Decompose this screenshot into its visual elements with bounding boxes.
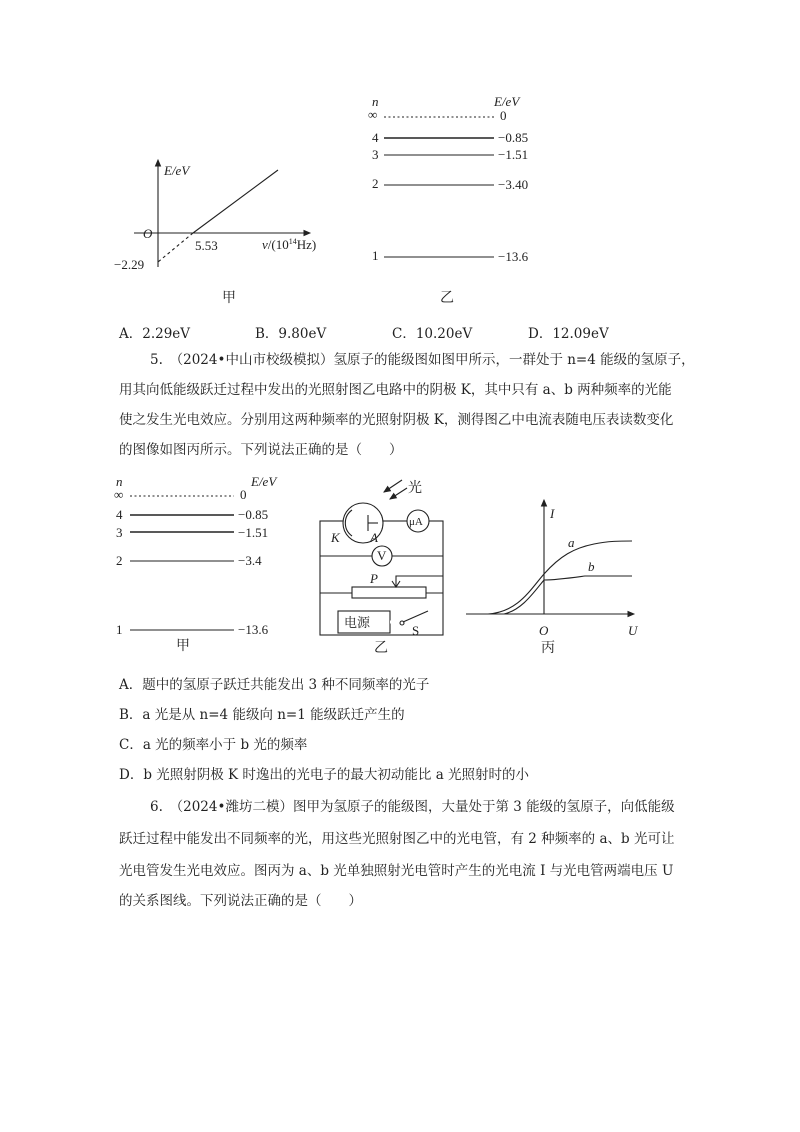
level-n-3: 3 (372, 147, 379, 162)
q5-option-c[interactable]: C．a 光的频率小于 b 光的频率 (119, 737, 308, 753)
curve-a-label: a (568, 535, 575, 550)
q5-option-a[interactable]: A．题中的氢原子跃迁共能发出 3 种不同频率的光子 (119, 677, 430, 693)
figure-caption-jia: 甲 (176, 639, 190, 654)
light-ray-1 (390, 488, 407, 499)
level-e-1: −13.6 (498, 249, 529, 264)
rheostat-slider-wire (396, 576, 443, 587)
level-n-4: 4 (116, 507, 123, 522)
energy-line-extension (158, 233, 193, 262)
level-e-3: −1.51 (498, 147, 529, 162)
anode-label: A (370, 530, 378, 545)
figure-caption-yi: 乙 (374, 641, 388, 656)
n-header: n (116, 474, 123, 489)
cathode-label: K (331, 530, 340, 545)
level-n-1: 1 (116, 622, 123, 637)
q5-stem-line-4: 的图像如图丙所示。下列说法正确的是（ ） (119, 442, 403, 458)
switch-label: S (412, 623, 420, 638)
q6-stem-line-1: 6. （2024•潍坊二模）图甲为氢原子的能级图，大量处于第 3 能级的氢原子，向低能级 (150, 799, 675, 815)
x-intercept-label: 5.53 (195, 238, 218, 253)
energy-line (193, 170, 278, 233)
level-e-4: −0.85 (498, 130, 529, 145)
slider-label: P (370, 571, 378, 586)
figure-caption-yi: 乙 (440, 291, 454, 306)
y-axis-label: E/eV (164, 163, 190, 178)
energy-levels-top (368, 94, 529, 306)
curve-b-label: b (588, 559, 595, 574)
e-header: E/eV (251, 474, 277, 489)
q5-stem-line-2: 用其向低能级跃迁过程中发出的光照射图乙电路中的阴极 K，其中只有 a、b 两种频率的光能 (119, 382, 672, 398)
power-label: 电源 (344, 615, 371, 630)
level-e-2: −3.4 (238, 553, 262, 568)
n-header: n (372, 94, 379, 109)
q4-option-c[interactable]: C．10.20eV (392, 326, 473, 342)
curve-b (504, 576, 632, 614)
q5-stem-line-1: 5. （2024•中山市校级模拟）氢原子的能级图如图甲所示，一群处于 n=4 能级的氢原子， (150, 352, 695, 368)
level-n-4: 4 (372, 130, 379, 145)
x-axis-label: U (628, 623, 638, 638)
level-n-2: 2 (116, 553, 123, 568)
level-n-inf: ∞ (114, 487, 124, 502)
iu-graph-labels (539, 506, 639, 656)
q5-stem-line-3: 使之发生光电效应。分别用这两种频率的光照射阴极 K，测得图乙中电流表随电压表读数变化 (119, 412, 674, 428)
q6-stem-line-2: 跃迁过程中能发出不同频率的光，用这些光照射图乙中的光电管，有 2 种频率的 a、b 光可让 (119, 831, 675, 847)
energy-levels-q5 (114, 474, 278, 654)
q4-option-d[interactable]: D．12.09eV (528, 326, 609, 342)
figure-caption-bing: 丙 (541, 641, 555, 656)
q4-option-b[interactable]: B．9.80eV (255, 326, 327, 342)
q6-stem-line-3: 光电管发生光电效应。图丙为 a、b 光单独照射光电管时产生的光电流 I 与光电管两端电压 U (119, 863, 674, 879)
level-e-1: −13.6 (238, 622, 269, 637)
e-header: E/eV (494, 94, 520, 109)
rheostat (352, 587, 426, 598)
q5-option-b[interactable]: B．a 光是从 n=4 能级向 n=1 能级跃迁产生的 (119, 707, 405, 723)
graph-e-vs-nu-labels (114, 163, 316, 306)
level-n-1: 1 (372, 248, 379, 263)
level-e-inf: 0 (240, 487, 247, 502)
voltmeter-label: V (377, 548, 387, 563)
level-n-2: 2 (372, 176, 379, 191)
y-axis-label: I (550, 506, 555, 521)
origin-label: O (143, 226, 153, 241)
level-e-inf: 0 (500, 108, 507, 123)
q4-option-a[interactable]: A．2.29eV (119, 326, 191, 342)
curve-a (488, 541, 632, 614)
figure-caption-jia: 甲 (222, 291, 236, 306)
q6-stem-line-4: 的关系图线。下列说法正确的是（ ） (119, 893, 362, 909)
light-ray-2 (384, 480, 402, 492)
switch-blade (403, 611, 428, 622)
q5-option-d[interactable]: D．b 光照射阴极 K 时逸出的光电子的最大初动能比 a 光照射时的小 (119, 767, 530, 783)
origin-label: O (539, 623, 549, 638)
level-e-2: −3.40 (498, 177, 529, 192)
level-n-3: 3 (116, 525, 123, 540)
level-e-3: −1.51 (238, 525, 269, 540)
q4-options (0, 322, 800, 342)
level-n-inf: ∞ (368, 107, 378, 122)
y-intercept-label: −2.29 (114, 257, 145, 272)
level-e-4: −0.85 (238, 507, 269, 522)
microammeter-label: μA (409, 516, 423, 528)
light-label: 光 (408, 481, 422, 496)
x-axis-label: $\nu/(10^{14}Hz)$ (262, 237, 317, 252)
